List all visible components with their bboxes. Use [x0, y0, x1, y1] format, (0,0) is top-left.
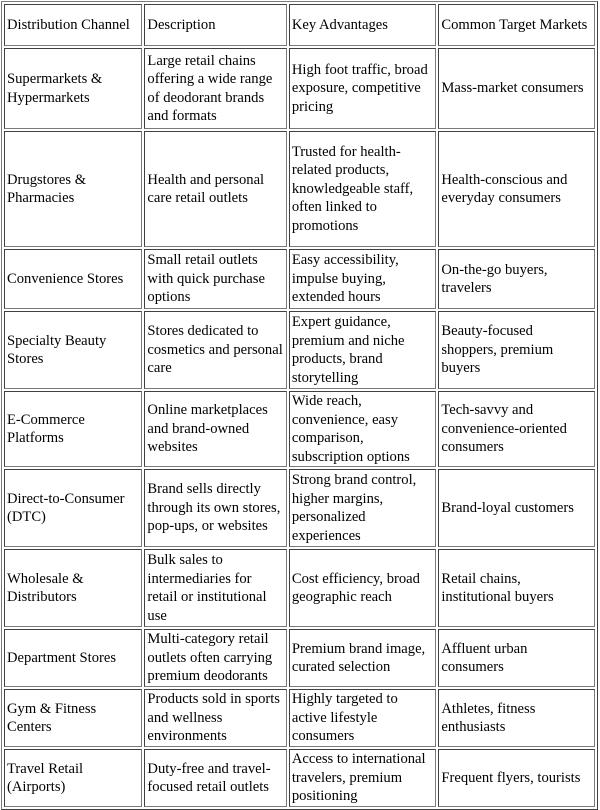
channel-cell: Direct-to-Consumer (DTC): [4, 469, 142, 547]
header-cell: Common Target Markets: [438, 4, 595, 46]
table-row: [4, 131, 595, 247]
table-row: [4, 249, 595, 309]
description-cell: Health and personal care retail outlets: [144, 131, 286, 247]
target-market-cell: Frequent flyers, tourists: [438, 749, 595, 807]
target-market-cell: Retail chains, institutional buyers: [438, 549, 595, 627]
channel-cell: Gym & Fitness Centers: [4, 689, 142, 747]
target-market-cell: Tech-savvy and convenience-oriented consumers: [438, 391, 595, 467]
table-row: [4, 749, 595, 807]
distribution-channels-table: [1, 1, 598, 810]
advantages-cell: Premium brand image, curated selection: [289, 629, 437, 687]
target-market-cell: On-the-go buyers, travelers: [438, 249, 595, 309]
channel-cell: Convenience Stores: [4, 249, 142, 309]
description-cell: Brand sells directly through its own stores, pop-ups, or websites: [144, 469, 286, 547]
table-row: [4, 311, 595, 389]
advantages-cell: Cost efficiency, broad geographic reach: [289, 549, 437, 627]
description-cell: Stores dedicated to cosmetics and personal care: [144, 311, 286, 389]
advantages-cell: Access to international travelers, premium positioning: [289, 749, 437, 807]
advantages-cell: Wide reach, convenience, easy comparison, subscription options: [289, 391, 437, 467]
channel-cell: Department Stores: [4, 629, 142, 687]
target-market-cell: Health-conscious and everyday consumers: [438, 131, 595, 247]
advantages-cell: Expert guidance, premium and niche products, brand storytelling: [289, 311, 437, 389]
table-row: [4, 549, 595, 627]
channel-cell: Travel Retail (Airports): [4, 749, 142, 807]
target-market-cell: Athletes, fitness enthusiasts: [438, 689, 595, 747]
description-cell: Small retail outlets with quick purchase options: [144, 249, 286, 309]
table-row: [4, 48, 595, 129]
target-market-cell: Beauty-focused shoppers, premium buyers: [438, 311, 595, 389]
description-cell: Online marketplaces and brand-owned websites: [144, 391, 286, 467]
advantages-cell: High foot traffic, broad exposure, competitive pricing: [289, 48, 437, 129]
header-row: [4, 4, 595, 46]
table-row: [4, 469, 595, 547]
channel-cell: Wholesale & Distributors: [4, 549, 142, 627]
target-market-cell: Mass-market consumers: [438, 48, 595, 129]
header-cell: Key Advantages: [289, 4, 437, 46]
table-row: [4, 629, 595, 687]
advantages-cell: Easy accessibility, impulse buying, extended hours: [289, 249, 437, 309]
table-row: [4, 689, 595, 747]
header-cell: Description: [144, 4, 286, 46]
description-cell: Duty-free and travel-focused retail outlets: [144, 749, 286, 807]
description-cell: Bulk sales to intermediaries for retail or institutional use: [144, 549, 286, 627]
target-market-cell: Affluent urban consumers: [438, 629, 595, 687]
channel-cell: Specialty Beauty Stores: [4, 311, 142, 389]
advantages-cell: Strong brand control, higher margins, personalized experiences: [289, 469, 437, 547]
description-cell: Products sold in sports and wellness environments: [144, 689, 286, 747]
advantages-cell: Trusted for health-related products, knowledgeable staff, often linked to promotions: [289, 131, 437, 247]
header-cell: Distribution Channel: [4, 4, 142, 46]
channel-cell: E-Commerce Platforms: [4, 391, 142, 467]
channel-cell: Supermarkets & Hypermarkets: [4, 48, 142, 129]
channel-cell: Drugstores & Pharmacies: [4, 131, 142, 247]
target-market-cell: Brand-loyal customers: [438, 469, 595, 547]
advantages-cell: Highly targeted to active lifestyle consumers: [289, 689, 437, 747]
description-cell: Large retail chains offering a wide range of deodorant brands and formats: [144, 48, 286, 129]
table-row: [4, 391, 595, 467]
description-cell: Multi-category retail outlets often carrying premium deodorants: [144, 629, 286, 687]
